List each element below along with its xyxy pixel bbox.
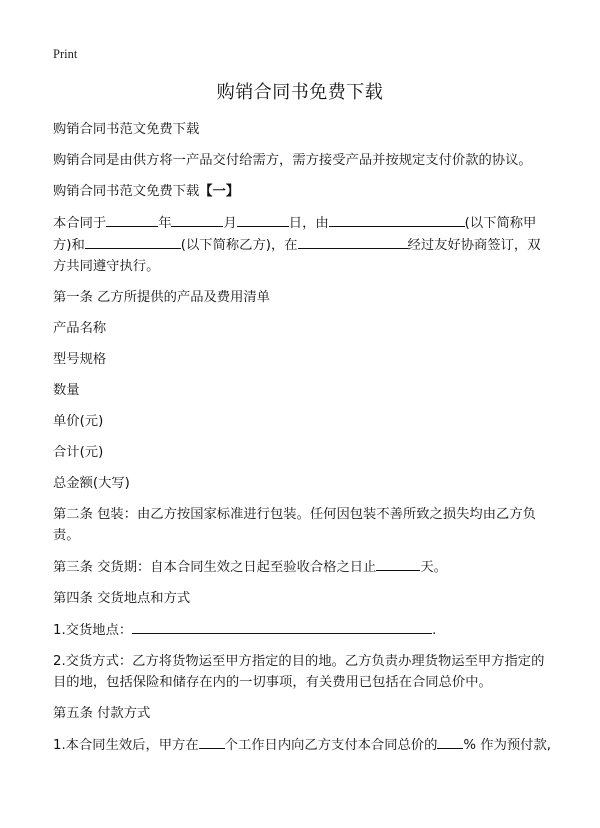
preamble-text-4: 日，由 — [288, 216, 329, 231]
section-heading-text: 购销合同书范文免费下载 — [53, 184, 200, 199]
article-3-paragraph — [53, 556, 553, 578]
preamble-text-2: 年 — [158, 216, 172, 231]
date-day-blank — [237, 212, 289, 227]
delivery-place-end: . — [432, 623, 437, 638]
date-year-blank — [106, 212, 158, 227]
delivery-place-blank — [132, 619, 432, 634]
print-link[interactable]: Print — [53, 47, 78, 61]
product-field-quantity: 数量 — [53, 383, 80, 398]
delivery-place-label: 1.交货地点： — [53, 623, 133, 638]
date-month-blank — [171, 212, 223, 227]
definition-paragraph: 购销合同是由供方将一产品交付给需方，需方接受产品并按规定支付价款的协议。 — [53, 153, 532, 168]
preamble-text-6: (以下简称乙方)，在 — [180, 238, 298, 253]
product-field-name: 产品名称 — [53, 321, 107, 336]
delivery-days-blank — [376, 556, 420, 571]
section-heading-bracket: 【一】 — [199, 184, 240, 199]
product-field-model: 型号规格 — [53, 352, 107, 367]
article-2-paragraph: 第二条 包装：由乙方按国家标准进行包装。任何因包装不善所致之损失均由乙方负责。 — [53, 507, 536, 543]
article-3-text-1: 第三条 交货期：自本合同生效之日起至验收合格之日止 — [53, 560, 377, 575]
preamble-text-5: (以下简称甲方)和 — [53, 216, 537, 253]
payment-paragraph — [53, 734, 553, 756]
payment-text-3: % 作为预付款, — [463, 738, 551, 753]
party-b-blank — [85, 234, 181, 249]
product-field-subtotal: 合计(元) — [53, 445, 104, 460]
article-4-heading: 第四条 交货地点和方式 — [53, 591, 191, 606]
product-field-total: 总金额(大写) — [53, 476, 130, 491]
product-field-unit-price: 单价(元) — [53, 414, 104, 429]
payment-percent-blank — [437, 734, 463, 749]
delivery-method-paragraph: 2.交货方式：乙方将货物运至甲方指定的目的地。乙方负责办理货物运至甲方指定的目的地，包括保险和储存在内的一切事项，有关费用已包括在合同总价中。 — [53, 654, 545, 690]
payment-text-2: 个工作日内向乙方支付本合同总价的 — [224, 738, 438, 753]
document-body — [53, 119, 553, 766]
section-heading — [53, 181, 553, 202]
article-3-text-2: 天。 — [420, 560, 447, 575]
page-title: 购销合同书免费下载 — [216, 82, 384, 103]
party-a-blank — [329, 212, 465, 227]
article-1-heading: 第一条 乙方所提供的产品及费用清单 — [53, 290, 270, 305]
intro-heading: 购销合同书范文免费下载 — [53, 122, 200, 137]
preamble-text-1: 本合同于 — [53, 216, 107, 231]
preamble-text-7: 经过友好协商签订，双方共同遵守执行。 — [53, 238, 541, 274]
payment-days-blank — [199, 734, 225, 749]
delivery-place-paragraph — [53, 619, 553, 641]
preamble-text-3: 月 — [223, 216, 237, 231]
sign-place-blank — [298, 234, 408, 249]
preamble-paragraph — [53, 212, 553, 277]
payment-text-1: 1.本合同生效后，甲方在 — [53, 738, 199, 753]
article-5-heading: 第五条 付款方式 — [53, 706, 151, 721]
